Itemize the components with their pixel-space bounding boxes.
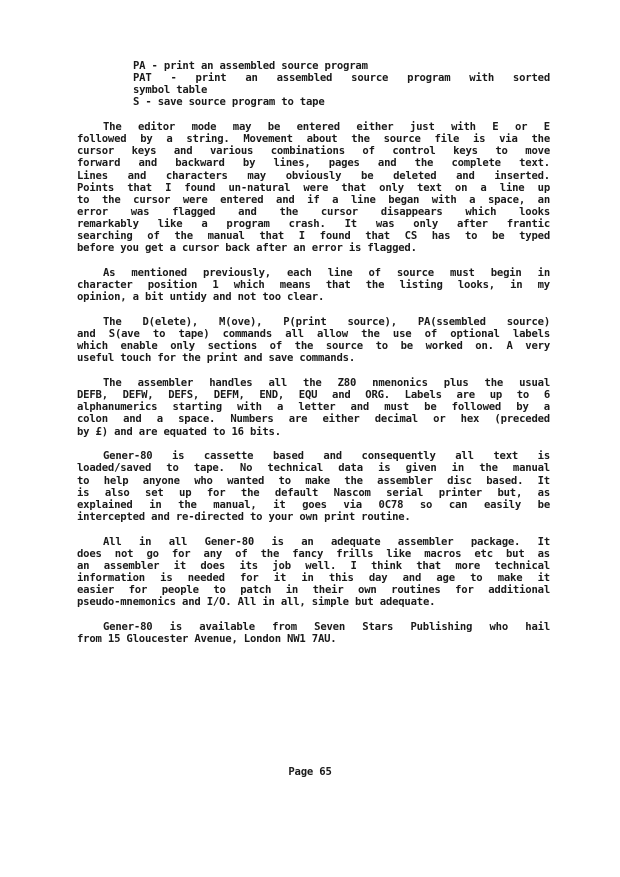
text-line: searching of the manual that I found that CS has to be typed — [77, 230, 550, 243]
text-line: by £) and are equated to 16 bits. — [77, 425, 281, 438]
text-line: PAT - print an assembled source program with sorted — [133, 72, 550, 85]
command-list-item — [133, 72, 550, 96]
text-line: information is needed for it in this day and age to make it — [77, 572, 550, 584]
text-line: loaded/saved to tape. No technical data is given in the manual — [77, 462, 550, 475]
paragraph — [77, 377, 550, 438]
text-line: before you get a cursor back after an error is flagged. — [77, 242, 417, 255]
text-line: from 15 Gloucester Avenue, London NW1 7AU. — [77, 633, 337, 646]
article-body — [77, 121, 550, 658]
text-line: Points that I found un-natural were that only text on a line up — [77, 181, 550, 194]
text-line: The editor mode may be entered either just with E or E — [103, 121, 550, 133]
text-line: The assembler handles all the Z80 nmenonics plus the usual — [103, 377, 550, 390]
text-line: followed by a string. Movement about the source file is via the — [77, 133, 550, 146]
text-line: colon and a space. Numbers are either decimal or hex (preceded — [77, 413, 550, 426]
text-line: DEFB, DEFW, DEFS, DEFM, END, EQU and ORG. Labels are up to 6 — [77, 389, 550, 402]
text-line: an assembler it does its job well. I think that more technical — [77, 559, 550, 572]
paragraph — [77, 121, 550, 255]
text-line: is also set up for the default Nascom serial printer but, as — [77, 486, 550, 499]
text-line: pseudo-mnemonics and I/O. All in all, simple but adequate. — [77, 596, 436, 609]
text-line: useful touch for the print and save commands. — [77, 352, 356, 365]
paragraph — [77, 621, 550, 645]
text-line: As mentioned previously, each line of source must begin in — [103, 267, 550, 280]
text-line: to the cursor were entered and if a line began with a space, an — [77, 193, 550, 206]
text-line: Gener-80 is cassette based and consequently all text is — [103, 450, 550, 463]
text-line: character position 1 which means that the listing looks, in my — [77, 279, 550, 292]
command-list — [133, 60, 550, 109]
text-line: which enable only sections of the source to be worked on. A very — [77, 340, 550, 353]
text-line: alphanumerics starting with a letter and must be followed by a — [77, 401, 550, 414]
text-line: intercepted and re-directed to your own print routine. — [77, 510, 411, 523]
text-line: The D(elete), M(ove), P(print source), PA(ssembled source) — [103, 315, 550, 328]
page-number: Page 65 — [288, 766, 332, 778]
command-list-item — [133, 96, 550, 108]
text-line: error was flagged and the cursor disappears which looks — [77, 205, 550, 218]
text-line: Lines and characters may obviously be deleted and inserted. — [77, 169, 550, 182]
text-line: and S(ave to tape) commands all allow the use of optional labels — [77, 328, 550, 341]
text-line: opinion, a bit untidy and not too clear. — [77, 291, 325, 304]
command-list-item — [133, 60, 550, 72]
text-line: explained in the manual, it goes via 0C78 so can easily be — [77, 498, 550, 511]
paragraph — [77, 267, 550, 303]
text-line: easier for people to patch in their own routines for additional — [77, 584, 550, 597]
text-line: All in all Gener-80 is an adequate assembler package. It — [103, 535, 550, 548]
paragraph — [77, 450, 550, 523]
text-line: symbol table — [133, 84, 208, 97]
text-line: PA - print an assembled source program — [133, 60, 368, 72]
paragraph — [77, 536, 550, 609]
text-line: remarkably like a program crash. It was only after frantic — [77, 218, 550, 231]
text-line: Gener-80 is available from Seven Stars Publishing who hail — [103, 620, 550, 633]
text-line: forward and backward by lines, pages and the complete text. — [77, 157, 550, 170]
text-line: to help anyone who wanted to make the assembler disc based. It — [77, 474, 550, 487]
text-line: S - save source program to tape — [133, 96, 325, 109]
text-line: cursor keys and various combinations of control keys to move — [77, 145, 550, 158]
paragraph — [77, 316, 550, 365]
text-line: does not go for any of the fancy frills like macros etc but as — [77, 547, 550, 560]
